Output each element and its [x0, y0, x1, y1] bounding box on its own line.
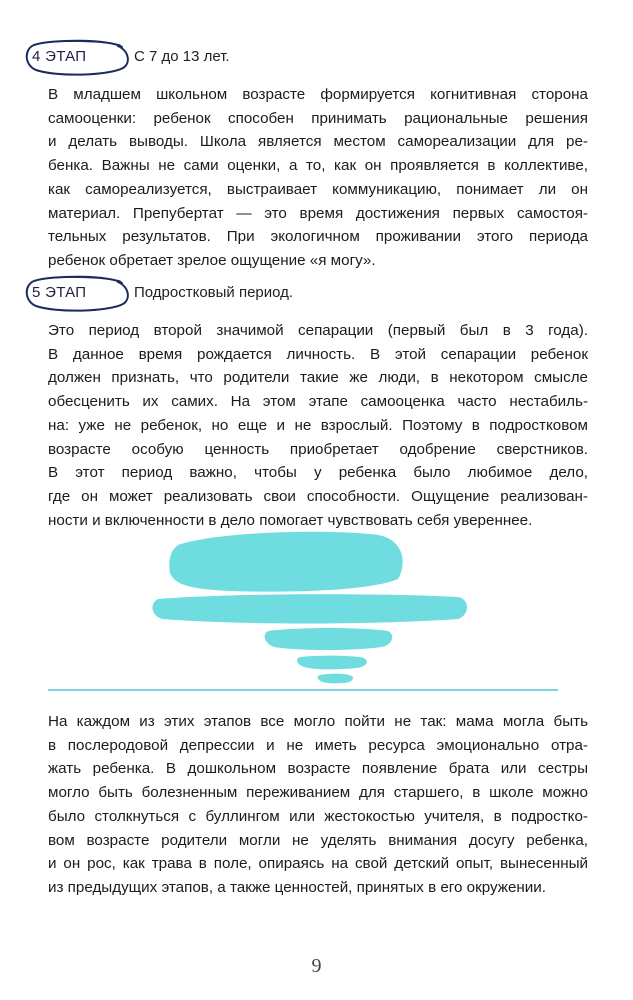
brush-stroke-middle — [152, 594, 467, 623]
text-line: вом возрасте родители могли не уделять внимания досугу ребенка, — [48, 831, 588, 849]
brush-stroke-lower — [265, 628, 393, 650]
text-line: должен признать, что родители такие же люди, в некотором смысле — [48, 369, 588, 387]
text-line: на: уже не ребенок, но еще и не взрослый. Поэтому в подростковом — [48, 416, 588, 434]
brush-stroke-top — [169, 532, 402, 592]
text-line: возрасте особую ценность приобретает одобрение сверстников. — [48, 440, 588, 458]
stage-4-header — [22, 38, 582, 78]
stage-5-paragraph — [48, 319, 588, 532]
stage-5-subtitle: Подростковый период. — [134, 284, 294, 301]
stage-5-badge — [22, 274, 132, 314]
text-line: В данное время рождается личность. В этой сепарации ребенок — [48, 345, 588, 363]
text-line: бенка. Важны не сами оценки, а то, как он проявляется в коллективе, — [48, 157, 588, 175]
stage-5-label: 5 ЭТАП — [32, 284, 87, 301]
brush-stroke-illustration — [30, 515, 590, 705]
text-line: могло быть болезненным переживанием для старшего, в школе можно — [48, 784, 588, 802]
text-line: обесценить их самих. На этом этапе самооценка часто нестабиль- — [48, 393, 588, 411]
text-line: в послеродовой депрессии и не иметь ресурса эмоционально отра- — [48, 736, 588, 754]
text-line: жать ребенка. В дошкольном возрасте появление брата или сестры — [48, 760, 588, 778]
text-line: и он рос, как трава в поле, опираясь на свой детский опыт, вынесенный — [48, 855, 588, 873]
brush-stroke-dot — [318, 674, 353, 684]
stage-4-paragraph — [48, 83, 588, 273]
brush-stroke-small — [297, 656, 367, 670]
closing-paragraph — [48, 710, 588, 900]
text-line: и делать выводы. Школа является местом самореализации для ре- — [48, 133, 588, 151]
text-line: На каждом из этих этапов все могло пойти не так: мама могла быть — [48, 713, 588, 730]
text-line: было столкнуться с буллингом или жестокостью учителя, в подростко- — [48, 807, 588, 825]
page-number: 9 — [311, 955, 322, 977]
text-line: где он может реализовать свои способности. Ощущение реализован- — [48, 487, 588, 505]
stage-5-header — [22, 274, 582, 314]
text-line: тельных результатов. При экологичном проживании этого периода — [48, 228, 588, 246]
text-line: самооценки: ребенок способен принимать рациональные решения — [48, 109, 588, 127]
stage-4-subtitle: С 7 до 13 лет. — [134, 48, 230, 65]
text-line: как самореализуется, выстраивает коммуникацию, понимает ли он — [48, 180, 588, 198]
text-line: материал. Препубертат — это время достижения первых самостоя- — [48, 204, 588, 222]
text-line: из предыдущих этапов, а также ценностей, принятых в его окружении. — [48, 878, 546, 896]
text-line: В этот период важно, чтобы у ребенка было любимое дело, — [48, 464, 588, 482]
text-line: Это период второй значимой сепарации (первый был в 3 года). — [48, 322, 588, 339]
text-line: ребенок обретает зрелое ощущение «я могу». — [48, 251, 376, 269]
text-line: ности и включенности в дело помогает чувствовать себя увереннее. — [48, 511, 533, 529]
text-line: В младшем школьном возрасте формируется когнитивная сторона — [48, 86, 588, 103]
stage-4-label: 4 ЭТАП — [32, 48, 87, 65]
stage-4-badge — [22, 38, 132, 78]
